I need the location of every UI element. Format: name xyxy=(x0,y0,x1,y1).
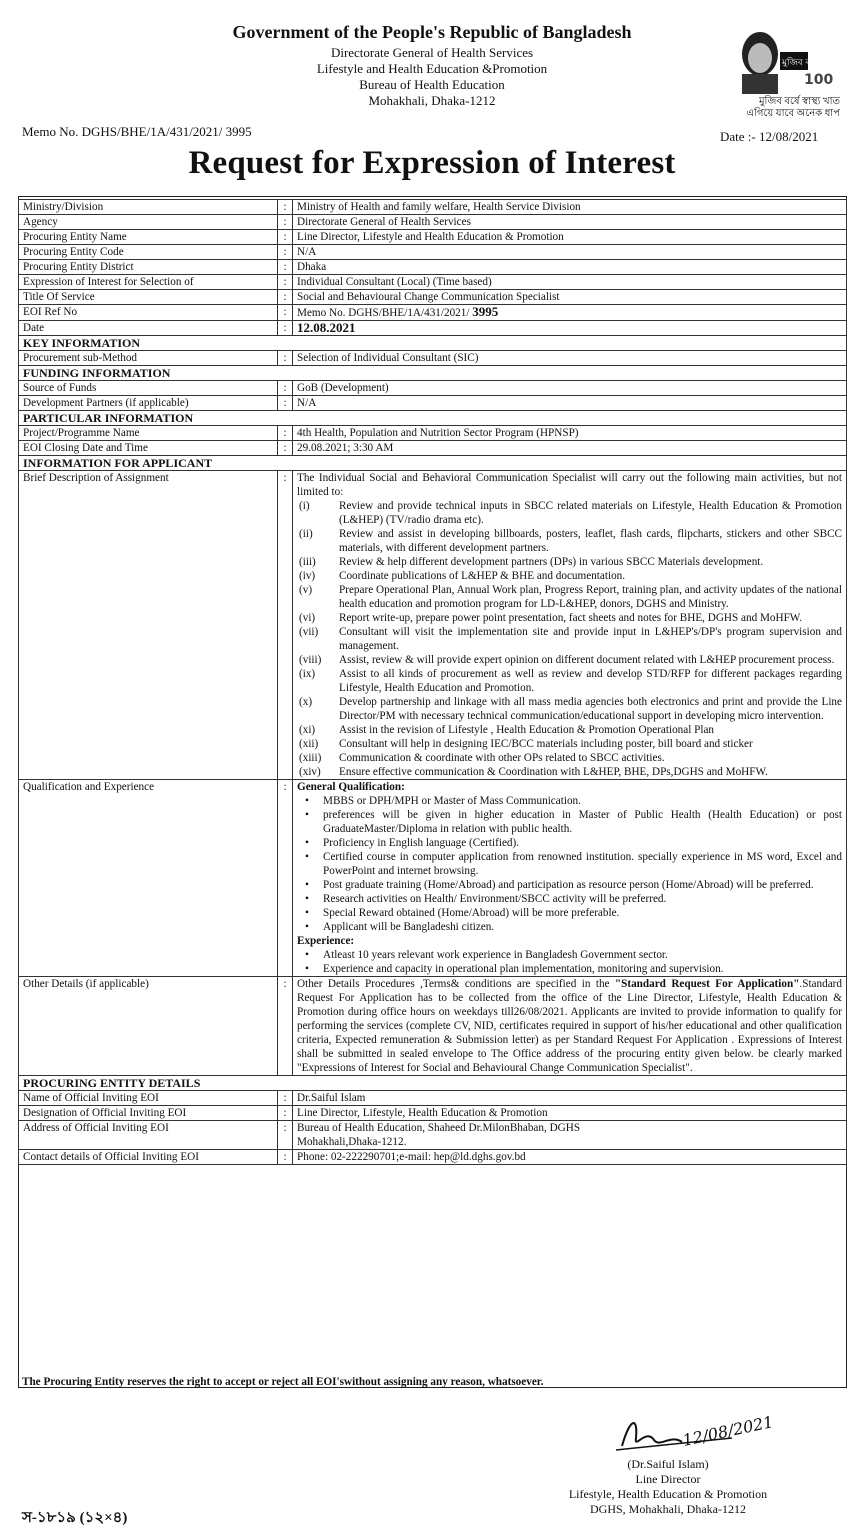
assignment-item-text: Review & help different development partners (DPs) in various SBCC Materials development. xyxy=(339,556,764,568)
document-title: Request for Expression of Interest xyxy=(188,145,676,181)
section-heading: FUNDING INFORMATION xyxy=(19,366,847,381)
colon: : xyxy=(278,305,293,321)
section-information-for-applicant xyxy=(19,456,847,471)
general-qualification-list xyxy=(297,794,842,934)
bullet-item: • Proficiency in English language (Certified). xyxy=(297,836,842,850)
row-official-address xyxy=(19,1121,847,1150)
value: Individual Consultant (Local) (Time based) xyxy=(293,275,847,290)
assignment-item xyxy=(297,499,842,527)
colon: : xyxy=(278,1106,293,1121)
value: Social and Behavioural Change Communication Specialist xyxy=(293,290,847,305)
memo-number: Memo No. DGHS/BHE/1A/431/2021/ 3995 xyxy=(22,124,252,139)
value: Ministry of Health and family welfare, Health Service Division xyxy=(293,200,847,215)
assignment-item xyxy=(297,751,842,765)
assignment-intro: The Individual Social and Behavioral Communication Specialist will carry out the following main activities, but not limited to: xyxy=(297,472,842,498)
eoi-ref-number: 3995 xyxy=(472,304,499,319)
colon: : xyxy=(278,260,293,275)
colon: : xyxy=(278,290,293,305)
assignment-item-text: Develop partnership and linkage with all mass media agencies both electronics and print and provide the Line Director/PM with necessary technical communication/educational support in developing micro intervention. xyxy=(339,696,842,722)
label: Procurement sub-Method xyxy=(19,351,278,366)
office-line-2: Lifestyle and Health Education &Promotion xyxy=(316,61,548,76)
row-title-service xyxy=(19,290,847,305)
label: EOI Ref No xyxy=(19,305,278,321)
row-entity-district xyxy=(19,260,847,275)
value xyxy=(293,305,847,321)
svg-text:100: 100 xyxy=(804,72,834,88)
row-official-contact xyxy=(19,1150,847,1165)
value: Selection of Individual Consultant (SIC) xyxy=(293,351,847,366)
experience-heading: Experience: xyxy=(297,935,355,947)
row-ministry xyxy=(19,200,847,215)
colon: : xyxy=(278,275,293,290)
assignment-item-number: (x) xyxy=(299,696,313,708)
colon: : xyxy=(278,230,293,245)
slogan-line-1: মুজিব বর্ষে স্বাস্থ্য খাত xyxy=(759,96,840,107)
value: 29.08.2021; 3:30 AM xyxy=(293,441,847,456)
assignment-item xyxy=(297,653,842,667)
assignment-list xyxy=(297,499,842,779)
assignment-item xyxy=(297,555,842,569)
assignment-item-text: Assist in the revision of Lifestyle , Health Education & Promotion Operational Plan xyxy=(339,724,715,736)
value: Phone: 02-222290701;e-mail: hep@ld.dghs.gov.bd xyxy=(293,1150,847,1165)
assignment-item xyxy=(297,611,842,625)
assignment-item-number: (iv) xyxy=(299,570,316,582)
row-project xyxy=(19,426,847,441)
other-text-a: Other Details Procedures ,Terms& conditions are specified in the xyxy=(297,978,615,990)
label: EOI Closing Date and Time xyxy=(19,441,278,456)
government-title: Government of the People's Republic of Bangladesh xyxy=(232,22,632,42)
label: Contact details of Official Inviting EOI xyxy=(19,1150,278,1165)
label: Source of Funds xyxy=(19,381,278,396)
signatory-office: Lifestyle, Health Education & Promotion xyxy=(568,1487,768,1501)
assignment-item xyxy=(297,667,842,695)
row-dev-partners xyxy=(19,396,847,411)
bullet-item: • Certified course in computer application from renowned institution. specially experience in MS word, Excel and PowerPoint and internet browsing. xyxy=(297,850,842,878)
label: Procuring Entity Name xyxy=(19,230,278,245)
section-heading: KEY INFORMATION xyxy=(19,336,847,351)
assignment-item-text: Assist, review & will provide expert opinion on different document related with L&HEP procurement process. xyxy=(339,654,835,666)
assignment-item-text: Prepare Operational Plan, Annual Work plan, Progress Report, training plan, and activity updates of the national health education and promotion program for LD-L&HEP, donors, DGHS and Ministry. xyxy=(339,584,842,610)
colon: : xyxy=(278,321,293,336)
value: Dr.Saiful Islam xyxy=(293,1091,847,1106)
value: N/A xyxy=(293,396,847,411)
label: Agency xyxy=(19,215,278,230)
colon: : xyxy=(278,780,293,977)
experience-list xyxy=(297,948,842,976)
value: GoB (Development) xyxy=(293,381,847,396)
label: Procuring Entity Code xyxy=(19,245,278,260)
value xyxy=(293,780,847,977)
row-date xyxy=(19,321,847,336)
colon: : xyxy=(278,1121,293,1150)
assignment-item xyxy=(297,723,842,737)
label: Expression of Interest for Selection of xyxy=(19,275,278,290)
assignment-item-text: Review and assist in developing billboards, posters, leaflet, flash cards, flipcharts, stickers and other SBCC materials, with different development partners. xyxy=(339,528,842,554)
label: Title Of Service xyxy=(19,290,278,305)
assignment-item-number: (xiii) xyxy=(299,752,322,764)
assignment-item-number: (v) xyxy=(299,584,313,596)
eoi-ref-text: Memo No. DGHS/BHE/1A/431/2021/ xyxy=(297,307,470,319)
assignment-item-text: Consultant will visit the implementation site and provide input in L&HEP's/DP's program supervision and management. xyxy=(339,626,842,652)
section-key-information xyxy=(19,336,847,351)
colon: : xyxy=(278,381,293,396)
row-procurement-method xyxy=(19,351,847,366)
assignment-item-number: (viii) xyxy=(299,654,322,666)
svg-text:মুজিব বর্ষ: মুজিব বর্ষ xyxy=(782,58,816,68)
row-eoi-ref xyxy=(19,305,847,321)
assignment-item-number: (iii) xyxy=(299,556,316,568)
assignment-item xyxy=(297,695,842,723)
assignment-item xyxy=(297,737,842,751)
svg-text:12/08/2021: 12/08/2021 xyxy=(680,1412,776,1450)
signatory-title: Line Director xyxy=(635,1472,701,1486)
assignment-item-text: Report write-up, prepare power point presentation, fact sheets and notes for BHE, DGHS and MoHFW. xyxy=(339,612,803,624)
assignment-item xyxy=(297,765,842,779)
assignment-item-text: Communication & coordinate with other OPs related to SBCC activities. xyxy=(339,752,665,764)
slogan-line-2: এগিয়ে যাবে অনেক ধাপ xyxy=(746,108,840,119)
assignment-item xyxy=(297,583,842,611)
colon: : xyxy=(278,441,293,456)
label: Procuring Entity District xyxy=(19,260,278,275)
assignment-item-number: (vi) xyxy=(299,612,316,624)
signature-icon xyxy=(612,1398,792,1460)
value: Line Director, Lifestyle and Health Education & Promotion xyxy=(293,230,847,245)
section-particular-information xyxy=(19,411,847,426)
colon: : xyxy=(278,1150,293,1165)
label: Name of Official Inviting EOI xyxy=(19,1091,278,1106)
label: Project/Programme Name xyxy=(19,426,278,441)
colon: : xyxy=(278,215,293,230)
row-entity-name xyxy=(19,230,847,245)
label: Address of Official Inviting EOI xyxy=(19,1121,278,1150)
row-entity-code xyxy=(19,245,847,260)
assignment-item-number: (xii) xyxy=(299,738,319,750)
bullet-item: • Experience and capacity in operational plan implementation, monitoring and supervision. xyxy=(297,962,842,976)
row-other-details xyxy=(19,977,847,1076)
value xyxy=(293,977,847,1076)
office-line-1: Directorate General of Health Services xyxy=(330,45,534,60)
label: Designation of Official Inviting EOI xyxy=(19,1106,278,1121)
row-agency xyxy=(19,215,847,230)
value xyxy=(293,471,847,780)
address-line-2: Mohakhali,Dhaka-1212. xyxy=(297,1136,407,1148)
label: Qualification and Experience xyxy=(19,780,278,977)
signatory-name: (Dr.Saiful Islam) xyxy=(627,1457,709,1471)
footer-notice: The Procuring Entity reserves the right to accept or reject all EOI'swithout assigning any reason, whatsoever. xyxy=(22,1376,544,1388)
value: Line Director, Lifestyle, Health Education & Promotion xyxy=(293,1106,847,1121)
section-procuring-entity-details xyxy=(19,1076,847,1091)
assignment-item-number: (ix) xyxy=(299,668,316,680)
assignment-item-number: (ii) xyxy=(299,528,313,540)
label: Development Partners (if applicable) xyxy=(19,396,278,411)
bullet-item: • Research activities on Health/ Environment/SBCC activity will be preferred. xyxy=(297,892,842,906)
row-source-funds xyxy=(19,381,847,396)
value: 12.08.2021 xyxy=(293,321,847,336)
colon: : xyxy=(278,200,293,215)
value: 4th Health, Population and Nutrition Sector Program (HPNSP) xyxy=(293,426,847,441)
value: N/A xyxy=(293,245,847,260)
office-line-3: Bureau of Health Education xyxy=(359,77,505,92)
general-qualification-heading: General Qualification: xyxy=(297,781,405,793)
bullet-item: • MBBS or DPH/MPH or Master of Mass Communication. xyxy=(297,794,842,808)
value: Directorate General of Health Services xyxy=(293,215,847,230)
colon: : xyxy=(278,1091,293,1106)
other-text-c: .Standard Request For Application has to be collected from the office of the Line Director, Lifestyle, Health Education & Promotion during office hours on weekdays till26/08/2021. Applicants are invited to provide information to qualify for performing the services (complete CV, NID, certificates required in support of his/her educational and other qualification criteria, Expected remuneration & Submission letter) as per Standard Request For Application . Expressions of Interest shall be submitted in sealed envelope to The Office address of the procuring entity given below. be clearly marked "Expressions of Interest for Social and Behavioural Change Communication Specialist". xyxy=(297,978,842,1074)
label: Brief Description of Assignment xyxy=(19,471,278,780)
colon: : xyxy=(278,396,293,411)
colon: : xyxy=(278,426,293,441)
section-heading: INFORMATION FOR APPLICANT xyxy=(19,456,847,471)
assignment-item-text: Coordinate publications of L&HEP & BHE and documentation. xyxy=(339,570,626,582)
row-qualification xyxy=(19,780,847,977)
colon: : xyxy=(278,471,293,780)
colon: : xyxy=(278,977,293,1076)
assignment-item-number: (vii) xyxy=(299,626,319,638)
row-assignment xyxy=(19,471,847,780)
colon: : xyxy=(278,245,293,260)
row-official-name xyxy=(19,1091,847,1106)
row-official-designation xyxy=(19,1106,847,1121)
reference-number: স-১৮১৯ (১২×৪) xyxy=(22,1510,128,1526)
assignment-item-number: (xiv) xyxy=(299,766,321,778)
slogan xyxy=(716,96,840,120)
assignment-item-text: Ensure effective communication & Coordination with L&HEP, BHE, DPs,DGHS and MoHFW. xyxy=(339,766,768,778)
assignment-item-text: Assist to all kinds of procurement as well as review and develop STD/RFP for different packages regarding Lifestyle, Health Education and Promotion. xyxy=(339,668,842,694)
section-heading: PARTICULAR INFORMATION xyxy=(19,411,847,426)
label: Date xyxy=(19,321,278,336)
assignment-item-number: (xi) xyxy=(299,724,316,736)
section-heading: PROCURING ENTITY DETAILS xyxy=(19,1076,847,1091)
mujib-borsho-logo-icon xyxy=(728,24,834,94)
bullet-item: • preferences will be given in higher education in Master of Public Health (Health Education) or post GraduateMaster/Diploma in relation with public health. xyxy=(297,808,842,836)
row-eoi-selection xyxy=(19,275,847,290)
office-line-4: Mohakhali, Dhaka-1212 xyxy=(368,93,496,108)
row-closing-date xyxy=(19,441,847,456)
bullet-item: • Special Reward obtained (Home/Abroad) will be more preferable. xyxy=(297,906,842,920)
assignment-item xyxy=(297,625,842,653)
value: Dhaka xyxy=(293,260,847,275)
value xyxy=(293,1121,847,1150)
assignment-item-text: Consultant will help in designing IEC/BCC materials including poster, bill board and sticker xyxy=(339,738,753,750)
header-date: Date :- 12/08/2021 xyxy=(720,129,819,144)
signatory-address: DGHS, Mohakhali, Dhaka-1212 xyxy=(590,1502,746,1516)
eoi-table xyxy=(18,199,847,1165)
label: Ministry/Division xyxy=(19,200,278,215)
bullet-item: • Applicant will be Bangladeshi citizen. xyxy=(297,920,842,934)
label: Other Details (if applicable) xyxy=(19,977,278,1076)
other-text-b: "Standard Request For Application" xyxy=(614,978,800,990)
address-line-1: Bureau of Health Education, Shaheed Dr.MilonBhaban, DGHS xyxy=(297,1122,581,1134)
assignment-item xyxy=(297,527,842,555)
bullet-item: • Atleast 10 years relevant work experience in Bangladesh Government sector. xyxy=(297,948,842,962)
section-funding-information xyxy=(19,366,847,381)
signatory-block xyxy=(520,1457,816,1517)
assignment-item-number: (i) xyxy=(299,500,310,512)
assignment-item xyxy=(297,569,842,583)
bullet-item: • Post graduate training (Home/Abroad) and participation as resource person (Home/Abroad) will be preferred. xyxy=(297,878,842,892)
assignment-item-text: Review and provide technical inputs in SBCC related materials on Lifestyle, Health Education & Promotion (L&HEP) (TV/radio drama etc). xyxy=(339,500,842,526)
colon: : xyxy=(278,351,293,366)
